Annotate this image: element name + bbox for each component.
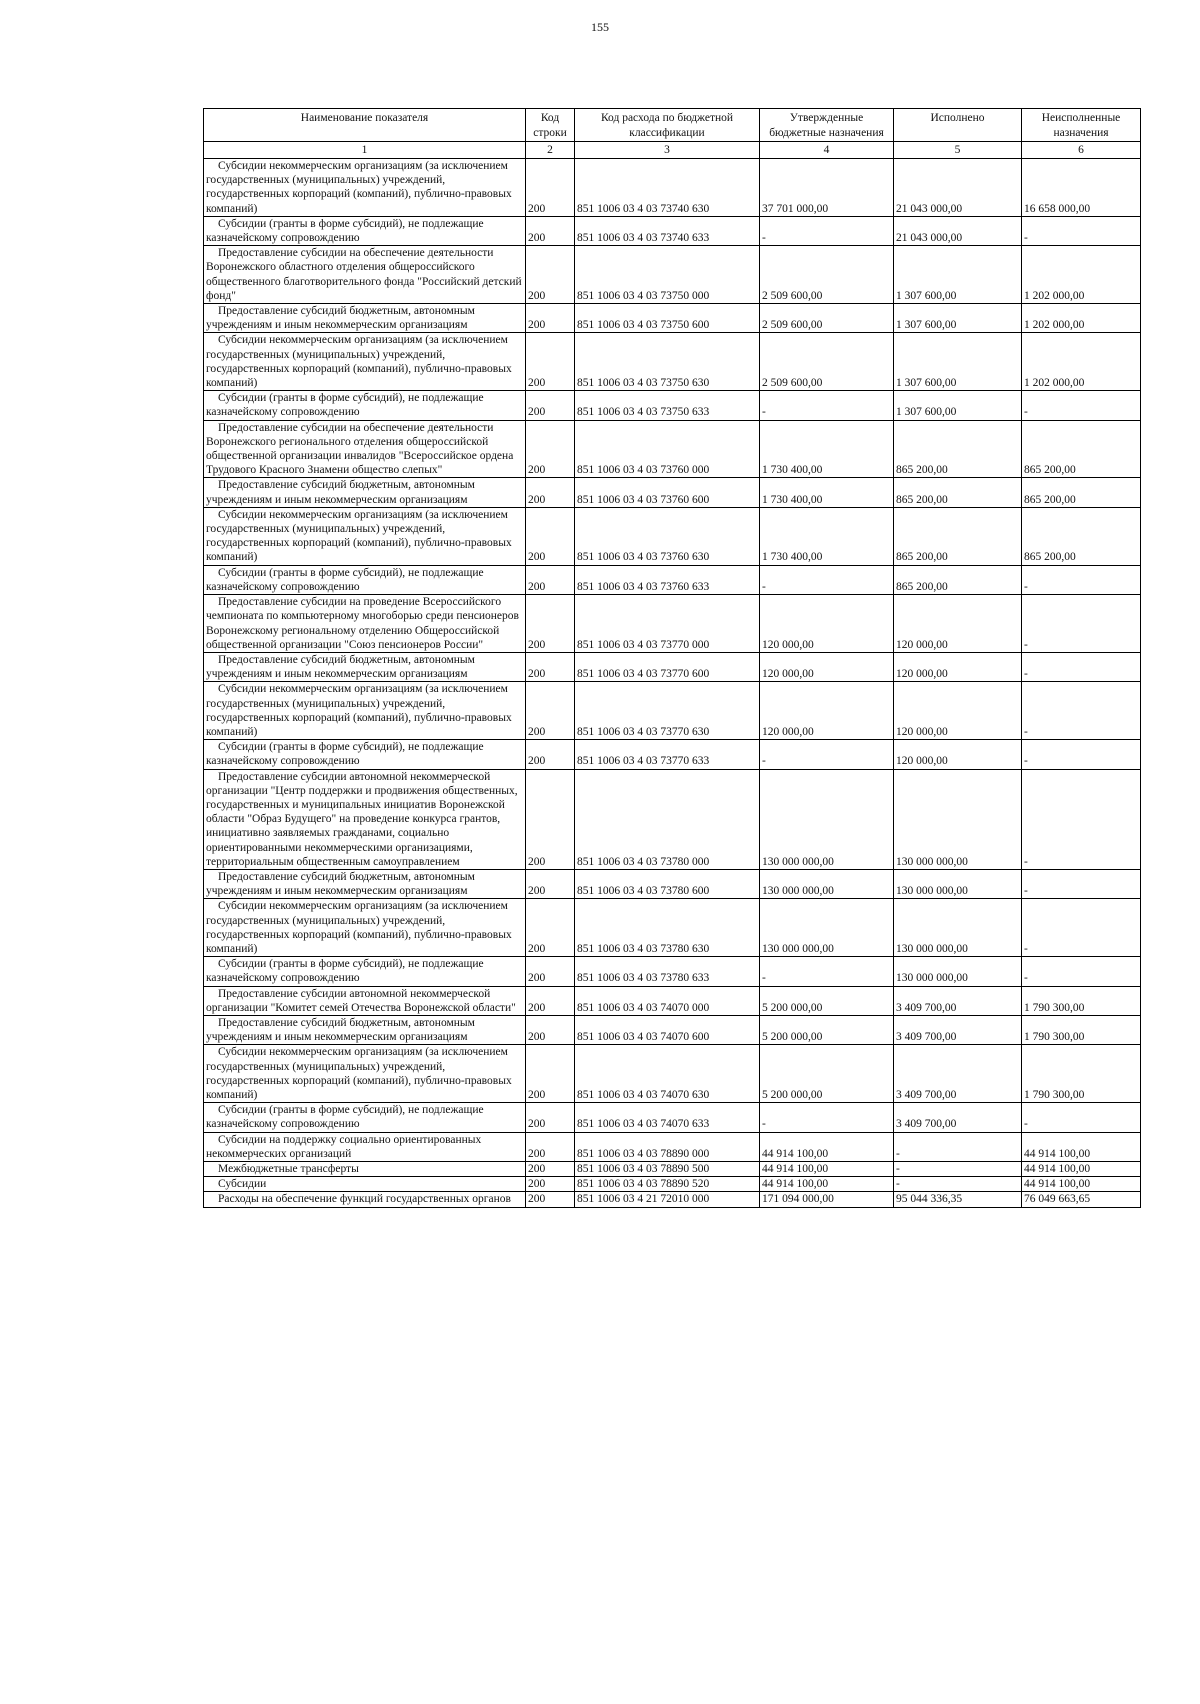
header-line-code: Код строки [526,109,575,142]
cell-indicator-name: Субсидии [204,1177,526,1192]
cell-line-code: 200 [526,1177,575,1192]
cell-expense-code: 851 1006 03 4 03 73770 633 [575,740,760,769]
cell-expense-code: 851 1006 03 4 03 73770 000 [575,595,760,653]
cell-approved: 120 000,00 [760,682,894,740]
cell-line-code: 200 [526,246,575,304]
cell-approved: 130 000 000,00 [760,899,894,957]
table-row [204,216,1141,245]
cell-line-code: 200 [526,478,575,507]
cell-unexecuted: - [1022,391,1141,420]
table-row [204,420,1141,478]
cell-indicator-name: Субсидии некоммерческим организациям (за исключением государственных (муниципальных) учреждений, государственных корпораций (компаний), публично-правовых компаний) [204,159,526,217]
cell-unexecuted: - [1022,769,1141,869]
cell-indicator-name: Предоставление субсидий бюджетным, автономным учреждениям и иным некоммерческим организациям [204,652,526,681]
cell-indicator-name: Субсидии (гранты в форме субсидий), не подлежащие казначейскому сопровождению [204,216,526,245]
cell-expense-code: 851 1006 03 4 03 73770 600 [575,652,760,681]
cell-executed: 3 409 700,00 [894,1015,1022,1044]
cell-expense-code: 851 1006 03 4 03 73750 633 [575,391,760,420]
column-number: 2 [526,142,575,159]
table-row [204,333,1141,391]
cell-line-code: 200 [526,652,575,681]
cell-indicator-name: Субсидии (гранты в форме субсидий), не подлежащие казначейскому сопровождению [204,740,526,769]
cell-indicator-name: Предоставление субсидии на обеспечение деятельности Воронежского областного отделения общероссийского общественного благотворительного фонда "Российский детский фонд" [204,246,526,304]
cell-indicator-name: Предоставление субсидий бюджетным, автономным учреждениям и иным некоммерческим организациям [204,869,526,898]
header-row [204,109,1141,142]
cell-indicator-name: Предоставление субсидии на обеспечение деятельности Воронежского регионального отделения общероссийской общественной организации инвалидов "Всероссийское ордена Трудового Красного Знамени общество слепых" [204,420,526,478]
cell-line-code: 200 [526,740,575,769]
cell-approved: - [760,740,894,769]
cell-expense-code: 851 1006 03 4 03 73760 630 [575,507,760,565]
cell-executed: 21 043 000,00 [894,216,1022,245]
cell-expense-code: 851 1006 03 4 03 73740 630 [575,159,760,217]
cell-unexecuted: - [1022,1103,1141,1132]
cell-expense-code: 851 1006 03 4 21 72010 000 [575,1192,760,1207]
table-body [204,159,1141,1208]
cell-unexecuted: - [1022,216,1141,245]
table-row [204,1177,1141,1192]
cell-approved: 44 914 100,00 [760,1177,894,1192]
header-unexecuted: Неисполненные назначения [1022,109,1141,142]
cell-unexecuted: - [1022,652,1141,681]
cell-expense-code: 851 1006 03 4 03 73780 600 [575,869,760,898]
cell-indicator-name: Предоставление субсидии автономной некоммерческой организации "Комитет семей Отечества Воронежской области" [204,986,526,1015]
cell-indicator-name: Субсидии (гранты в форме субсидий), не подлежащие казначейскому сопровождению [204,565,526,594]
cell-line-code: 200 [526,391,575,420]
cell-approved: 2 509 600,00 [760,246,894,304]
header-indicator-name: Наименование показателя [204,109,526,142]
cell-unexecuted: - [1022,869,1141,898]
cell-unexecuted: 865 200,00 [1022,478,1141,507]
cell-expense-code: 851 1006 03 4 03 78890 000 [575,1132,760,1161]
column-number: 4 [760,142,894,159]
cell-executed: 3 409 700,00 [894,1103,1022,1132]
cell-executed: - [894,1177,1022,1192]
cell-expense-code: 851 1006 03 4 03 73780 633 [575,957,760,986]
cell-unexecuted: 865 200,00 [1022,507,1141,565]
cell-expense-code: 851 1006 03 4 03 73760 600 [575,478,760,507]
cell-unexecuted: 1 202 000,00 [1022,246,1141,304]
cell-indicator-name: Субсидии некоммерческим организациям (за исключением государственных (муниципальных) учреждений, государственных корпораций (компаний), публично-правовых компаний) [204,899,526,957]
cell-approved: 1 730 400,00 [760,507,894,565]
cell-expense-code: 851 1006 03 4 03 73750 600 [575,304,760,333]
cell-unexecuted: 44 914 100,00 [1022,1132,1141,1161]
cell-executed: 21 043 000,00 [894,159,1022,217]
cell-executed: 120 000,00 [894,740,1022,769]
cell-unexecuted: 1 790 300,00 [1022,1015,1141,1044]
cell-approved: 2 509 600,00 [760,304,894,333]
cell-unexecuted: - [1022,899,1141,957]
cell-unexecuted: 1 790 300,00 [1022,1045,1141,1103]
cell-executed: 120 000,00 [894,595,1022,653]
cell-executed: 865 200,00 [894,565,1022,594]
cell-expense-code: 851 1006 03 4 03 73770 630 [575,682,760,740]
cell-executed: 120 000,00 [894,652,1022,681]
table-row [204,682,1141,740]
page-number: 155 [591,20,609,34]
cell-expense-code: 851 1006 03 4 03 73760 000 [575,420,760,478]
cell-indicator-name: Субсидии (гранты в форме субсидий), не подлежащие казначейскому сопровождению [204,391,526,420]
cell-approved: - [760,565,894,594]
cell-indicator-name: Субсидии некоммерческим организациям (за исключением государственных (муниципальных) учреждений, государственных корпораций (компаний), публично-правовых компаний) [204,1045,526,1103]
cell-indicator-name: Расходы на обеспечение функций государственных органов [204,1192,526,1207]
cell-approved: 5 200 000,00 [760,986,894,1015]
cell-line-code: 200 [526,507,575,565]
cell-executed: 1 307 600,00 [894,304,1022,333]
cell-executed: - [894,1132,1022,1161]
cell-line-code: 200 [526,682,575,740]
cell-approved: - [760,1103,894,1132]
cell-indicator-name: Предоставление субсидий бюджетным, автономным учреждениям и иным некоммерческим организациям [204,478,526,507]
table-row [204,1132,1141,1161]
cell-line-code: 200 [526,899,575,957]
cell-expense-code: 851 1006 03 4 03 74070 000 [575,986,760,1015]
cell-executed: 865 200,00 [894,507,1022,565]
cell-executed: 130 000 000,00 [894,899,1022,957]
table-row [204,869,1141,898]
table-row [204,1045,1141,1103]
cell-line-code: 200 [526,769,575,869]
cell-approved: - [760,391,894,420]
cell-approved: 44 914 100,00 [760,1132,894,1161]
table-row [204,899,1141,957]
cell-unexecuted: 44 914 100,00 [1022,1162,1141,1177]
cell-line-code: 200 [526,304,575,333]
cell-unexecuted: 1 202 000,00 [1022,333,1141,391]
column-number: 1 [204,142,526,159]
cell-line-code: 200 [526,1103,575,1132]
column-number-row [204,142,1141,159]
table-row [204,507,1141,565]
cell-expense-code: 851 1006 03 4 03 78890 520 [575,1177,760,1192]
header-executed: Исполнено [894,109,1022,142]
table-row [204,565,1141,594]
cell-approved: - [760,216,894,245]
table-row [204,1103,1141,1132]
table-row [204,986,1141,1015]
cell-line-code: 200 [526,1045,575,1103]
cell-executed: 865 200,00 [894,420,1022,478]
cell-line-code: 200 [526,957,575,986]
cell-line-code: 200 [526,595,575,653]
table-row [204,1162,1141,1177]
cell-indicator-name: Предоставление субсидии автономной некоммерческой организации "Центр поддержки и продвижения общественных, государственных и муниципальных инициатив Воронежской области "Образ Будущего" на проведение конкурса грантов, инициативно заявляемых гражданами, социально ориентированными некоммерческими организациями, территориальным общественным самоуправлением [204,769,526,869]
cell-executed: 865 200,00 [894,478,1022,507]
table-row [204,740,1141,769]
cell-executed: 95 044 336,35 [894,1192,1022,1207]
table-row [204,1192,1141,1207]
column-number: 5 [894,142,1022,159]
cell-unexecuted: 1 202 000,00 [1022,304,1141,333]
cell-approved: 5 200 000,00 [760,1015,894,1044]
cell-line-code: 200 [526,420,575,478]
cell-expense-code: 851 1006 03 4 03 74070 600 [575,1015,760,1044]
cell-executed: 1 307 600,00 [894,246,1022,304]
cell-expense-code: 851 1006 03 4 03 73750 000 [575,246,760,304]
cell-indicator-name: Субсидии некоммерческим организациям (за исключением государственных (муниципальных) учреждений, государственных корпораций (компаний), публично-правовых компаний) [204,682,526,740]
table-row [204,1015,1141,1044]
cell-executed: 3 409 700,00 [894,1045,1022,1103]
cell-approved: 171 094 000,00 [760,1192,894,1207]
table-row [204,246,1141,304]
cell-unexecuted: - [1022,565,1141,594]
cell-line-code: 200 [526,1192,575,1207]
cell-indicator-name: Субсидии на поддержку социально ориентированных некоммерческих организаций [204,1132,526,1161]
cell-indicator-name: Межбюджетные трансферты [204,1162,526,1177]
cell-approved: 120 000,00 [760,595,894,653]
cell-unexecuted: 865 200,00 [1022,420,1141,478]
cell-approved: 2 509 600,00 [760,333,894,391]
cell-expense-code: 851 1006 03 4 03 73780 000 [575,769,760,869]
cell-approved: 1 730 400,00 [760,478,894,507]
table-row [204,595,1141,653]
cell-unexecuted: - [1022,682,1141,740]
cell-expense-code: 851 1006 03 4 03 74070 630 [575,1045,760,1103]
cell-indicator-name: Субсидии (гранты в форме субсидий), не подлежащие казначейскому сопровождению [204,1103,526,1132]
cell-expense-code: 851 1006 03 4 03 73780 630 [575,899,760,957]
cell-unexecuted: - [1022,740,1141,769]
cell-unexecuted: - [1022,595,1141,653]
cell-executed: 130 000 000,00 [894,957,1022,986]
cell-indicator-name: Субсидии (гранты в форме субсидий), не подлежащие казначейскому сопровождению [204,957,526,986]
cell-unexecuted: 1 790 300,00 [1022,986,1141,1015]
cell-line-code: 200 [526,869,575,898]
cell-line-code: 200 [526,1162,575,1177]
cell-executed: 120 000,00 [894,682,1022,740]
cell-indicator-name: Субсидии некоммерческим организациям (за исключением государственных (муниципальных) учреждений, государственных корпораций (компаний), публично-правовых компаний) [204,507,526,565]
cell-approved: 37 701 000,00 [760,159,894,217]
header-expense-code: Код расхода по бюджетной классификации [575,109,760,142]
column-number: 3 [575,142,760,159]
cell-expense-code: 851 1006 03 4 03 73740 633 [575,216,760,245]
table-row [204,391,1141,420]
budget-execution-table [203,108,1141,1208]
cell-expense-code: 851 1006 03 4 03 74070 633 [575,1103,760,1132]
table-row [204,957,1141,986]
cell-indicator-name: Субсидии некоммерческим организациям (за исключением государственных (муниципальных) учреждений, государственных корпораций (компаний), публично-правовых компаний) [204,333,526,391]
column-number: 6 [1022,142,1141,159]
table-row [204,478,1141,507]
cell-approved: 44 914 100,00 [760,1162,894,1177]
cell-approved: 130 000 000,00 [760,869,894,898]
cell-indicator-name: Предоставление субсидий бюджетным, автономным учреждениям и иным некоммерческим организациям [204,1015,526,1044]
cell-indicator-name: Предоставление субсидии на проведение Всероссийского чемпионата по компьютерному многоборью среди пенсионеров Воронежскому региональному отделению Общероссийской общественной организации "Союз пенсионеров России" [204,595,526,653]
cell-line-code: 200 [526,159,575,217]
cell-unexecuted: 44 914 100,00 [1022,1177,1141,1192]
cell-expense-code: 851 1006 03 4 03 78890 500 [575,1162,760,1177]
cell-line-code: 200 [526,1132,575,1161]
table-row [204,652,1141,681]
cell-executed: 1 307 600,00 [894,391,1022,420]
cell-unexecuted: 76 049 663,65 [1022,1192,1141,1207]
header-approved: Утвержденные бюджетные назначения [760,109,894,142]
cell-approved: - [760,957,894,986]
cell-indicator-name: Предоставление субсидий бюджетным, автономным учреждениям и иным некоммерческим организациям [204,304,526,333]
cell-executed: 130 000 000,00 [894,769,1022,869]
cell-unexecuted: 16 658 000,00 [1022,159,1141,217]
cell-line-code: 200 [526,565,575,594]
table-row [204,769,1141,869]
cell-approved: 1 730 400,00 [760,420,894,478]
cell-approved: 5 200 000,00 [760,1045,894,1103]
cell-executed: 130 000 000,00 [894,869,1022,898]
cell-line-code: 200 [526,986,575,1015]
cell-line-code: 200 [526,216,575,245]
cell-approved: 120 000,00 [760,652,894,681]
cell-line-code: 200 [526,1015,575,1044]
cell-expense-code: 851 1006 03 4 03 73760 633 [575,565,760,594]
cell-executed: 3 409 700,00 [894,986,1022,1015]
cell-executed: - [894,1162,1022,1177]
cell-unexecuted: - [1022,957,1141,986]
table-row [204,304,1141,333]
table-row [204,159,1141,217]
cell-line-code: 200 [526,333,575,391]
cell-approved: 130 000 000,00 [760,769,894,869]
cell-expense-code: 851 1006 03 4 03 73750 630 [575,333,760,391]
cell-executed: 1 307 600,00 [894,333,1022,391]
